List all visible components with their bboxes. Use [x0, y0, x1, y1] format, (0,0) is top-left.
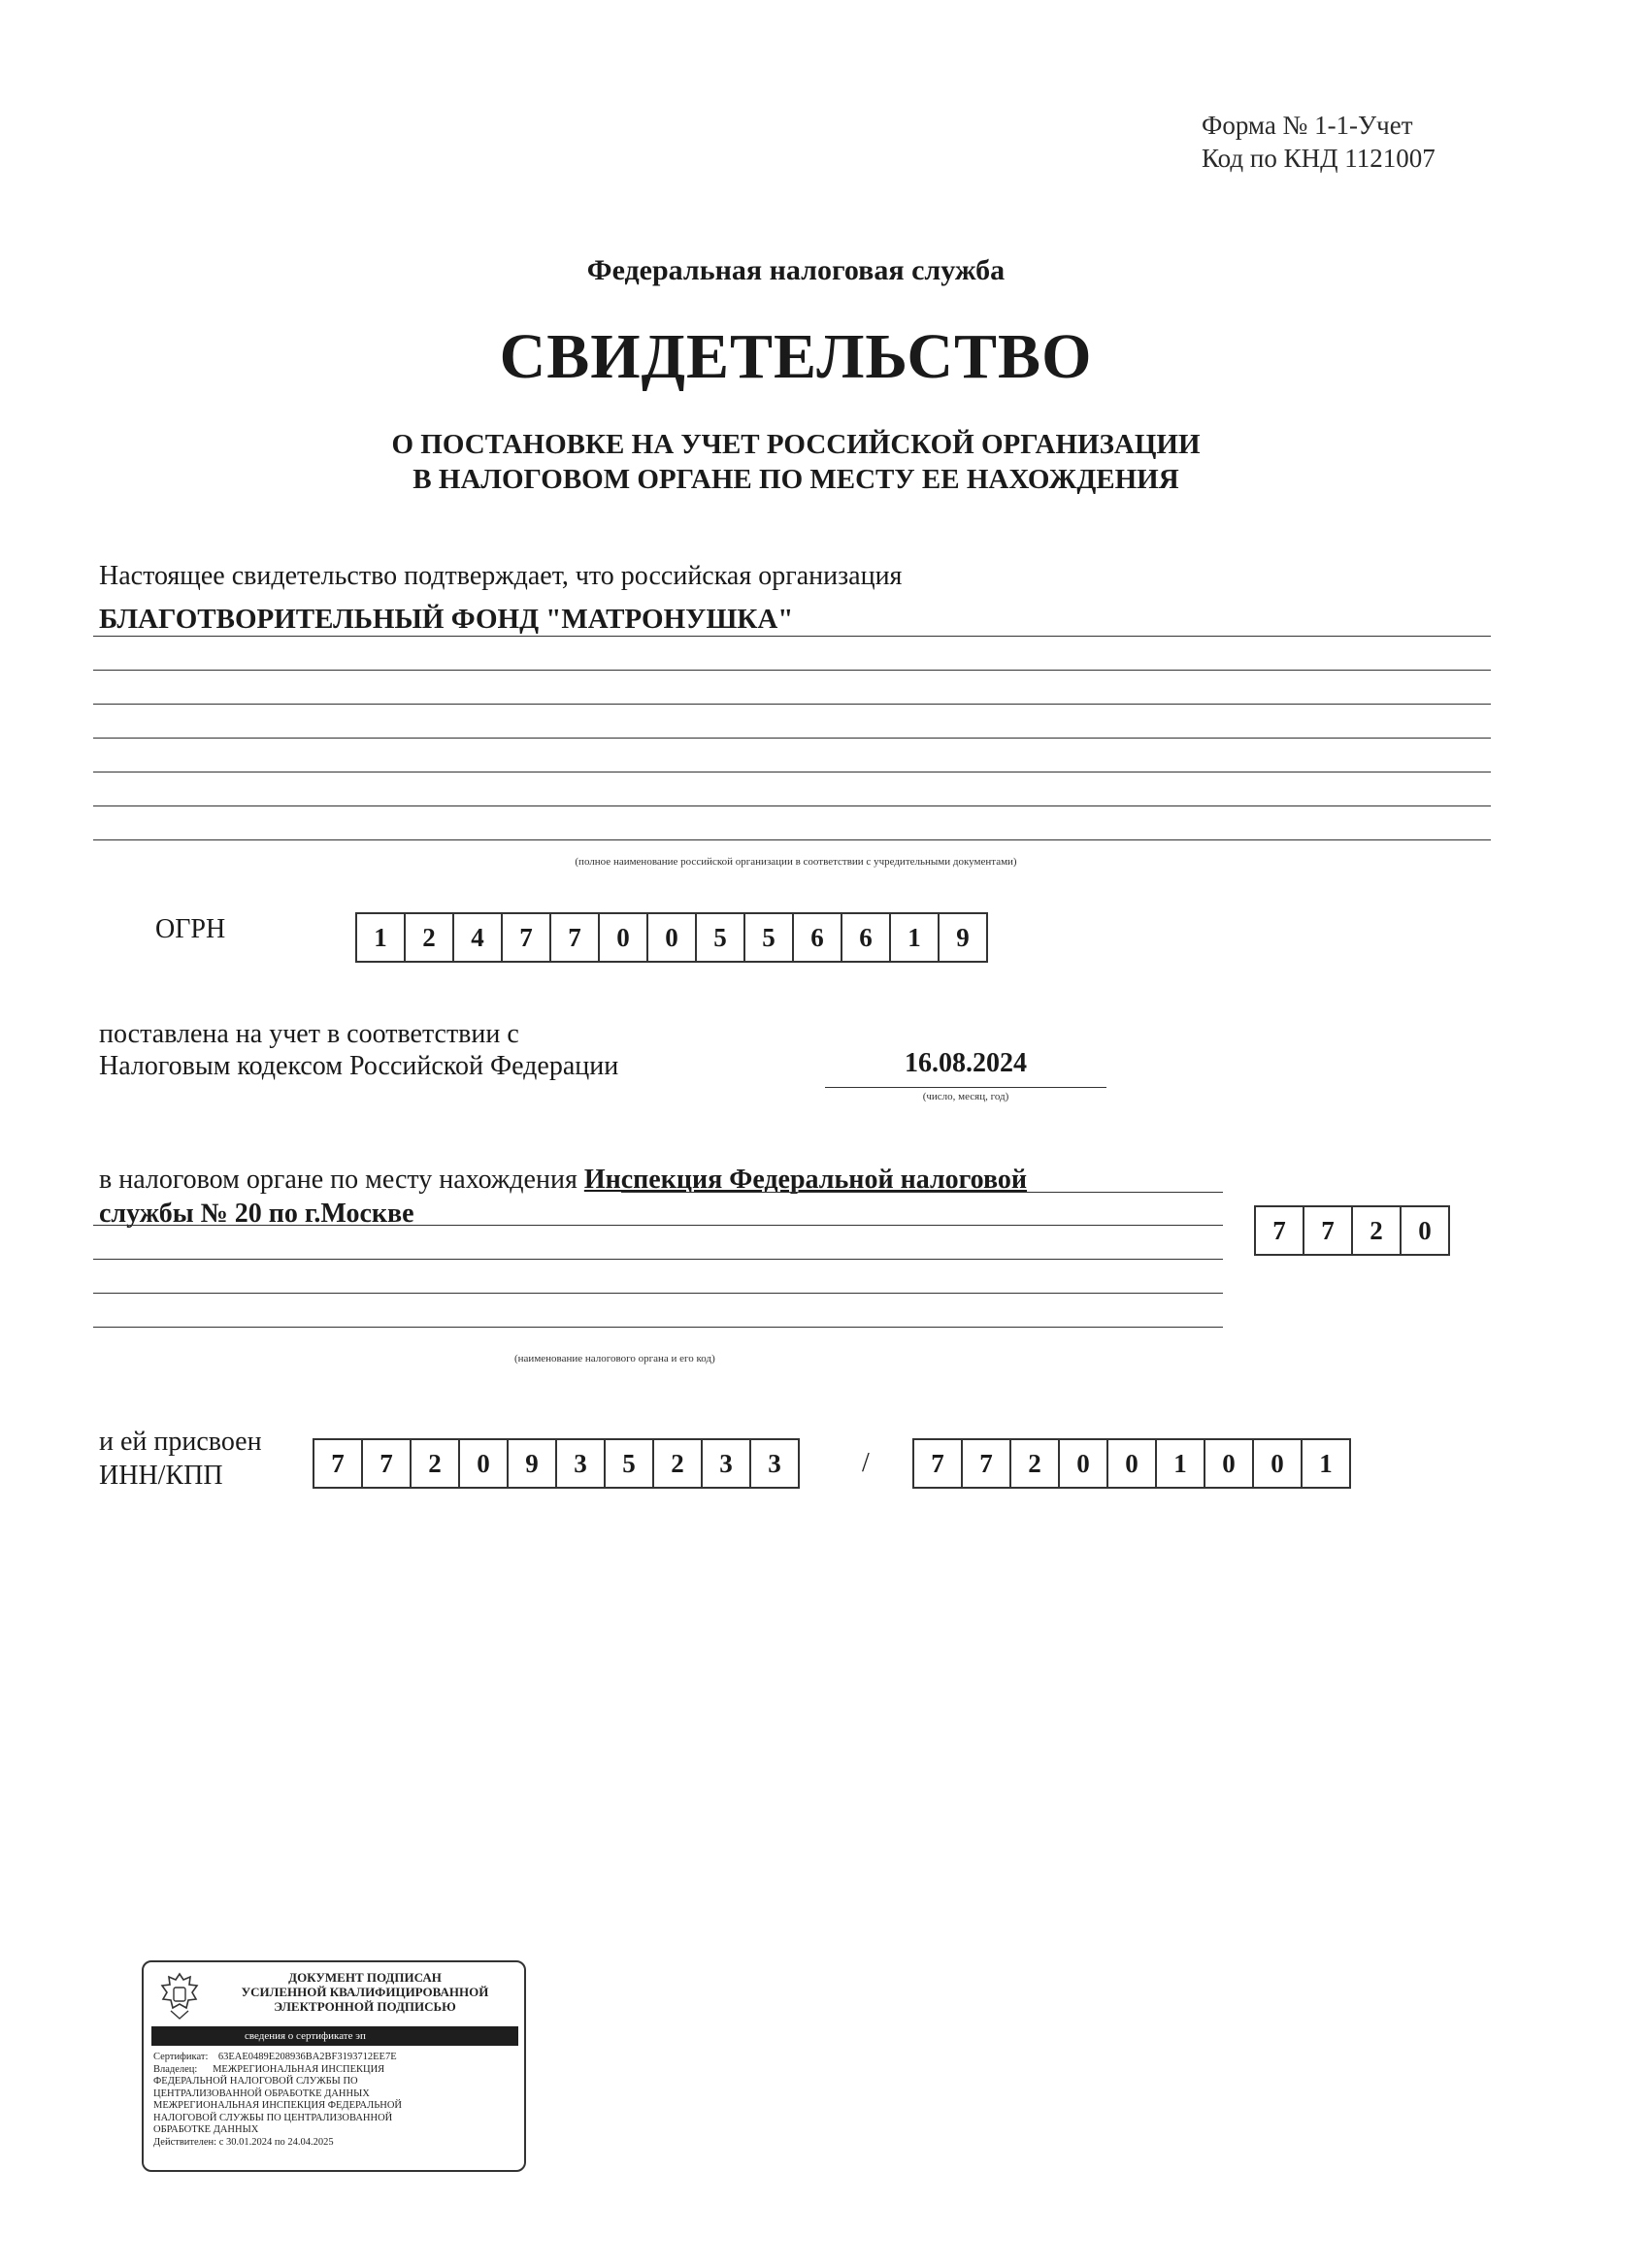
electronic-signature-stamp — [142, 1960, 526, 2172]
inn-kpp-label-2: ИНН/КПП — [99, 1461, 223, 1491]
digit-cell: 2 — [404, 912, 454, 963]
digit-cell: 9 — [938, 912, 988, 963]
stamp-heading-line-3: ЭЛЕКТРОННОЙ ПОДПИСЬЮ — [274, 1999, 456, 2014]
digit-cell: 5 — [743, 912, 794, 963]
date-caption: (число, месяц, год) — [922, 1091, 1009, 1102]
digit-cell: 1 — [1301, 1438, 1351, 1489]
digit-cell: 5 — [604, 1438, 654, 1489]
digit-cell: 7 — [549, 912, 600, 963]
agency-name: Федеральная налоговая служба — [586, 254, 1006, 286]
digit-cell: 7 — [912, 1438, 963, 1489]
digit-cell: 4 — [452, 912, 503, 963]
stamp-details — [153, 2052, 518, 2149]
stamp-owner-4: МЕЖРЕГИОНАЛЬНАЯ ИНСПЕКЦИЯ ФЕДЕРАЛЬНОЙ — [153, 2100, 402, 2111]
organization-caption: (полное наименование российской организации в соответствии с учредительными документами) — [575, 856, 1017, 868]
inn-kpp-label-1: и ей присвоен — [99, 1427, 262, 1457]
digit-cell: 3 — [749, 1438, 800, 1489]
name-line — [93, 738, 1491, 739]
stamp-validity: Действителен: с 30.01.2024 по 24.04.2025 — [153, 2136, 334, 2148]
digit-cell: 0 — [1058, 1438, 1108, 1489]
name-line — [93, 805, 1491, 806]
date-line — [825, 1087, 1106, 1088]
form-number: Форма № 1-1-Учет — [1202, 111, 1413, 140]
intro-text: Настоящее свидетельство подтверждает, что российская организация — [99, 561, 903, 591]
ogrn-digits — [355, 912, 988, 963]
digit-cell: 0 — [1106, 1438, 1157, 1489]
digit-cell: 7 — [1254, 1205, 1304, 1256]
authority-line — [93, 1259, 1223, 1260]
digit-cell: 3 — [701, 1438, 751, 1489]
inn-digits — [313, 1438, 800, 1489]
stamp-heading-line-1: ДОКУМЕНТ ПОДПИСАН — [288, 1970, 442, 1985]
digit-cell: 1 — [1155, 1438, 1205, 1489]
name-line — [93, 670, 1491, 671]
digit-cell: 9 — [507, 1438, 557, 1489]
stamp-owner-5: НАЛОГОВОЙ СЛУЖБЫ ПО ЦЕНТРАЛИЗОВАННОЙ — [153, 2112, 393, 2123]
digit-cell: 0 — [598, 912, 648, 963]
stamp-heading — [212, 1970, 518, 2014]
stamp-owner-2: ФЕДЕРАЛЬНОЙ НАЛОГОВОЙ СЛУЖБЫ ПО — [153, 2076, 358, 2087]
registration-date: 16.08.2024 — [905, 1048, 1027, 1078]
digit-cell: 2 — [652, 1438, 703, 1489]
digit-cell: 0 — [1204, 1438, 1254, 1489]
digit-cell: 6 — [792, 912, 842, 963]
registration-line-1: поставлена на учет в соответствии с — [99, 1019, 519, 1049]
digit-cell: 2 — [1351, 1205, 1402, 1256]
subtitle-line-2: В НАЛОГОВОМ ОРГАНЕ ПО МЕСТУ ЕЕ НАХОЖДЕНИЯ — [412, 464, 1179, 495]
stamp-info-bar: сведения о сертификате эп — [151, 2026, 518, 2046]
digit-cell: 2 — [1009, 1438, 1060, 1489]
registration-line-2: Налоговым кодексом Российской Федерации — [99, 1051, 619, 1081]
digit-cell: 7 — [313, 1438, 363, 1489]
digit-cell: 2 — [410, 1438, 460, 1489]
tax-authority-code — [1254, 1205, 1450, 1256]
name-line — [93, 704, 1491, 705]
authority-line — [93, 1327, 1223, 1328]
digit-cell: 1 — [355, 912, 406, 963]
authority-line — [93, 1293, 1223, 1294]
digit-cell: 3 — [555, 1438, 606, 1489]
stamp-owner-6: ОБРАБОТКЕ ДАННЫХ — [153, 2124, 259, 2135]
digit-cell: 7 — [961, 1438, 1011, 1489]
digit-cell: 1 — [889, 912, 940, 963]
authority-line — [93, 1225, 1223, 1226]
ogrn-label: ОГРН — [155, 914, 226, 944]
tax-authority-prefix: в налоговом органе по месту нахождения — [99, 1165, 578, 1195]
tax-authority-name-1: Инспекция Федеральной налоговой — [583, 1165, 1028, 1195]
document-title: СВИДЕТЕЛЬСТВО — [499, 321, 1093, 392]
stamp-owner-1: Владелец: МЕЖРЕГИОНАЛЬНАЯ ИНСПЕКЦИЯ — [153, 2063, 385, 2075]
digit-cell: 7 — [361, 1438, 412, 1489]
digit-cell: 5 — [695, 912, 745, 963]
name-line — [93, 839, 1491, 840]
tax-authority-name-2: службы № 20 по г.Москве — [99, 1199, 414, 1229]
document-subtitle — [0, 427, 1592, 497]
authority-line — [621, 1192, 1223, 1193]
digit-cell: 7 — [501, 912, 551, 963]
digit-cell: 0 — [458, 1438, 509, 1489]
name-line — [93, 636, 1491, 637]
digit-cell: 6 — [841, 912, 891, 963]
inn-kpp-separator: / — [862, 1448, 870, 1478]
digit-cell: 0 — [1400, 1205, 1450, 1256]
authority-caption: (наименование налогового органа и его код) — [514, 1353, 715, 1364]
digit-cell: 0 — [1252, 1438, 1303, 1489]
stamp-owner-3: ЦЕНТРАЛИЗОВАННОЙ ОБРАБОТКЕ ДАННЫХ — [153, 2087, 370, 2099]
subtitle-line-1: О ПОСТАНОВКЕ НА УЧЕТ РОССИЙСКОЙ ОРГАНИЗАЦИИ — [391, 429, 1201, 460]
stamp-heading-line-2: УСИЛЕННОЙ КВАЛИФИЦИРОВАННОЙ — [241, 1985, 489, 1999]
stamp-certificate: Сертификат: 63EAE0489E208936BA2BF3193712EE7E — [153, 2052, 397, 2062]
knd-code: Код по КНД 1121007 — [1202, 144, 1436, 173]
organization-name: БЛАГОТВОРИТЕЛЬНЫЙ ФОНД "МАТРОНУШКА" — [99, 604, 794, 635]
digit-cell: 7 — [1303, 1205, 1353, 1256]
kpp-digits — [912, 1438, 1351, 1489]
coat-of-arms-icon — [151, 1968, 208, 2024]
form-number-block — [1202, 109, 1650, 175]
digit-cell: 0 — [646, 912, 697, 963]
